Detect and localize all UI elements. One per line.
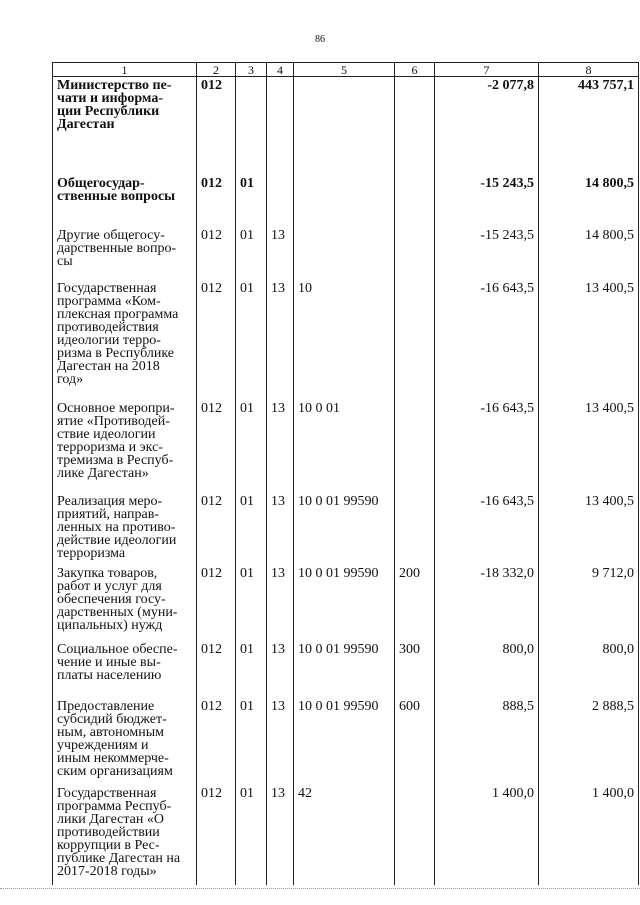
column-header: 4: [267, 63, 294, 77]
row-expense-type-cell: [395, 493, 435, 565]
row-ministry-code-cell: 012: [197, 175, 236, 227]
row-target-article-cell: 10 0 01 99590: [294, 698, 395, 785]
row-target-article-cell: 10 0 01: [294, 400, 395, 493]
column-header: 3: [236, 63, 267, 77]
row-total-amount-cell: 2 888,5: [539, 698, 639, 785]
table-header-row: [53, 63, 639, 77]
row-subsection-code-cell: 13: [267, 280, 294, 400]
table-row: [53, 565, 639, 641]
row-expense-type-cell: [395, 227, 435, 280]
column-header: 1: [53, 63, 197, 77]
column-header: 5: [294, 63, 395, 77]
row-total-amount-cell: 1 400,0: [539, 785, 639, 885]
row-section-code-cell: 01: [236, 641, 267, 698]
row-change-amount-cell: -16 643,5: [435, 280, 539, 400]
row-total-amount-cell: 13 400,5: [539, 280, 639, 400]
table-row: [53, 641, 639, 698]
row-total-amount-cell: 9 712,0: [539, 565, 639, 641]
row-target-article-cell: [294, 175, 395, 227]
row-name-cell: Государственная программа «Ком- плексная программа противодействия идеологии терро- ризма в Республике Дагестан на 2018 год»: [53, 280, 197, 400]
row-ministry-code-cell: 012: [197, 565, 236, 641]
row-name-cell: Министерство пе- чати и информа- ции Республики Дагестан: [53, 77, 197, 175]
row-section-code-cell: 01: [236, 785, 267, 885]
row-change-amount-cell: -15 243,5: [435, 227, 539, 280]
row-ministry-code-cell: 012: [197, 400, 236, 493]
budget-table: [52, 62, 639, 885]
row-total-amount-cell: 800,0: [539, 641, 639, 698]
row-expense-type-cell: [395, 400, 435, 493]
row-expense-type-cell: 600: [395, 698, 435, 785]
row-change-amount-cell: -2 077,8: [435, 77, 539, 175]
row-expense-type-cell: [395, 280, 435, 400]
table-row: [53, 77, 639, 175]
row-section-code-cell: 01: [236, 227, 267, 280]
row-ministry-code-cell: 012: [197, 698, 236, 785]
row-expense-type-cell: [395, 77, 435, 175]
row-total-amount-cell: 14 800,5: [539, 175, 639, 227]
row-name-cell: Реализация меро- приятий, направ- ленных на противо- действие идеологии терроризма: [53, 493, 197, 565]
column-header: 2: [197, 63, 236, 77]
row-change-amount-cell: -15 243,5: [435, 175, 539, 227]
row-name-cell: Закупка товаров, работ и услуг для обеспечения госу- дарственных (муни- ципальных) нужд: [53, 565, 197, 641]
table-row: [53, 493, 639, 565]
row-total-amount-cell: 14 800,5: [539, 227, 639, 280]
row-section-code-cell: 01: [236, 698, 267, 785]
row-subsection-code-cell: 13: [267, 227, 294, 280]
row-change-amount-cell: -18 332,0: [435, 565, 539, 641]
row-section-code-cell: 01: [236, 175, 267, 227]
row-expense-type-cell: [395, 785, 435, 885]
row-name-cell: Основное меропри- ятие «Противодей- ствие идеологии терроризма и экс- тремизма в Респуб- лике Дагестан»: [53, 400, 197, 493]
row-name-cell: Государственная программа Респуб- лики Дагестан «О противодействии коррупции в Рес- публике Дагестан на 2017-2018 годы»: [53, 785, 197, 885]
page-bottom-rule: [0, 888, 640, 889]
column-header: 8: [539, 63, 639, 77]
row-subsection-code-cell: 13: [267, 641, 294, 698]
column-header: 7: [435, 63, 539, 77]
row-change-amount-cell: 1 400,0: [435, 785, 539, 885]
row-ministry-code-cell: 012: [197, 785, 236, 885]
row-section-code-cell: [236, 77, 267, 175]
row-change-amount-cell: -16 643,5: [435, 400, 539, 493]
row-subsection-code-cell: 13: [267, 698, 294, 785]
row-section-code-cell: 01: [236, 400, 267, 493]
row-target-article-cell: 10 0 01 99590: [294, 565, 395, 641]
row-target-article-cell: [294, 77, 395, 175]
row-subsection-code-cell: [267, 77, 294, 175]
table-row: [53, 175, 639, 227]
row-ministry-code-cell: 012: [197, 641, 236, 698]
row-target-article-cell: [294, 227, 395, 280]
row-expense-type-cell: 300: [395, 641, 435, 698]
row-section-code-cell: 01: [236, 280, 267, 400]
row-total-amount-cell: 443 757,1: [539, 77, 639, 175]
row-section-code-cell: 01: [236, 565, 267, 641]
row-change-amount-cell: -16 643,5: [435, 493, 539, 565]
row-total-amount-cell: 13 400,5: [539, 493, 639, 565]
row-ministry-code-cell: 012: [197, 227, 236, 280]
row-target-article-cell: 42: [294, 785, 395, 885]
row-change-amount-cell: 888,5: [435, 698, 539, 785]
row-expense-type-cell: [395, 175, 435, 227]
table-row: [53, 400, 639, 493]
table-row: [53, 280, 639, 400]
row-ministry-code-cell: 012: [197, 280, 236, 400]
row-name-cell: Предоставление субсидий бюджет- ным, автономным учреждениям и иным некоммерче- ским организациям: [53, 698, 197, 785]
row-target-article-cell: 10: [294, 280, 395, 400]
row-subsection-code-cell: 13: [267, 785, 294, 885]
column-header: 6: [395, 63, 435, 77]
row-expense-type-cell: 200: [395, 565, 435, 641]
row-ministry-code-cell: 012: [197, 77, 236, 175]
row-name-cell: Другие общегосу- дарственные вопро- сы: [53, 227, 197, 280]
row-change-amount-cell: 800,0: [435, 641, 539, 698]
row-total-amount-cell: 13 400,5: [539, 400, 639, 493]
table-row: [53, 227, 639, 280]
row-subsection-code-cell: 13: [267, 400, 294, 493]
page-number: 86: [315, 34, 325, 45]
table-row: [53, 698, 639, 785]
row-subsection-code-cell: 13: [267, 565, 294, 641]
table-row: [53, 785, 639, 885]
row-target-article-cell: 10 0 01 99590: [294, 641, 395, 698]
row-target-article-cell: 10 0 01 99590: [294, 493, 395, 565]
row-subsection-code-cell: 13: [267, 493, 294, 565]
row-name-cell: Общегосудар- ственные вопросы: [53, 175, 197, 227]
row-section-code-cell: 01: [236, 493, 267, 565]
row-subsection-code-cell: [267, 175, 294, 227]
table-body: [53, 77, 639, 885]
row-name-cell: Социальное обеспе- чение и иные вы- платы населению: [53, 641, 197, 698]
row-ministry-code-cell: 012: [197, 493, 236, 565]
